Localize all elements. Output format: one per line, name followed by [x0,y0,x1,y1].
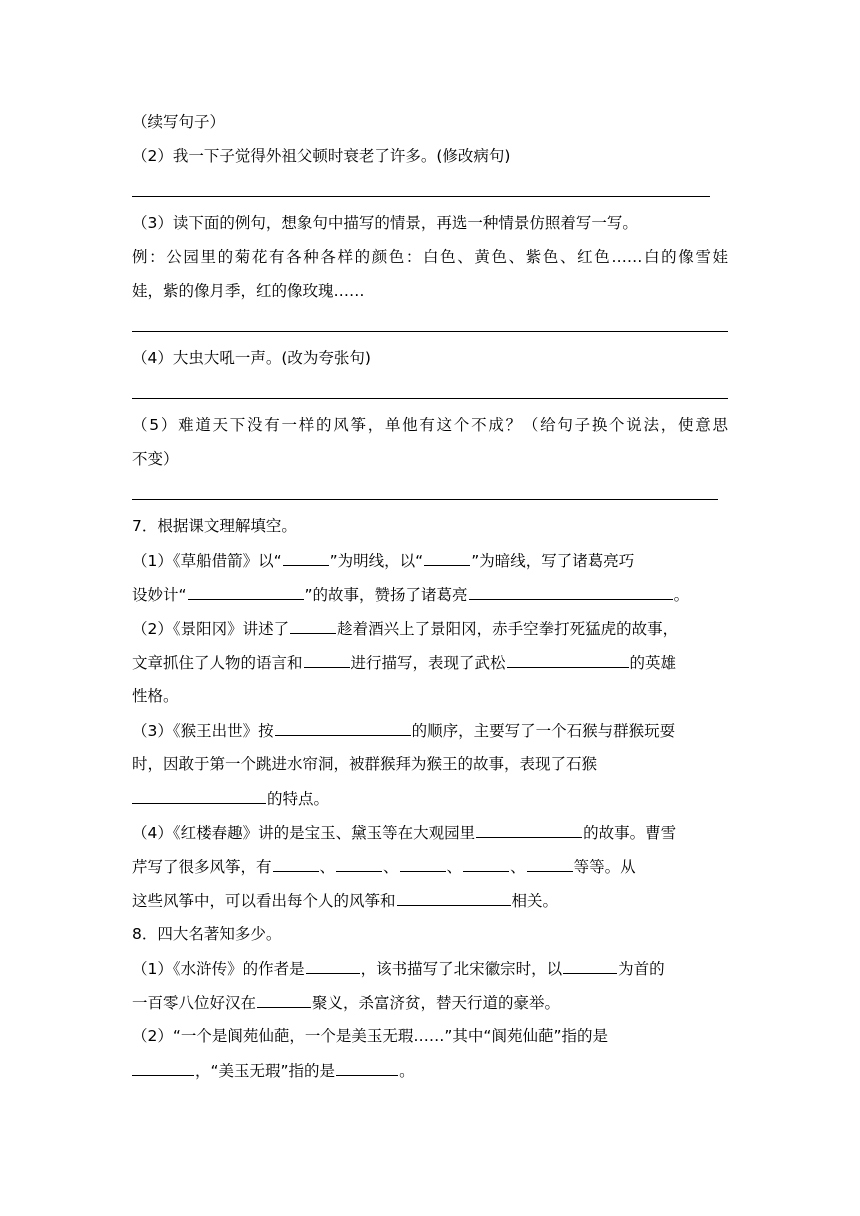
blank[interactable] [132,1060,194,1076]
blank[interactable] [424,550,470,566]
q6-p5-answer-line[interactable] [132,499,718,500]
q8-heading: 8．四大名著知多少。 [132,925,282,943]
blank[interactable] [400,856,446,872]
blank[interactable] [563,958,617,974]
q6-p3-example-line2: 娃，紫的像月季，红的像玫瑰…… [132,282,365,300]
q7-item4-line3: 这些风筝中，可以看出每个人的风筝和 相关。 [132,892,559,910]
blank[interactable] [132,788,266,804]
q7-item3-line2: 时，因敢于第一个跳进水帘洞，被群猴拜为猴王的故事，表现了石猴 [132,755,598,773]
q8-item2-line2: ，“美玉无瑕”指的是 。 [132,1060,415,1081]
blank[interactable] [463,856,509,872]
q7-heading: 7．根据课文理解填空。 [132,517,297,535]
q7-item1-line2: 设妙计“ ”的故事，赞扬了诸葛亮 。 [132,586,690,604]
q6-p3-intro: （3）读下面的例句，想象句中描写的情景，再选一种情景仿照着写一写。 [132,214,638,232]
q7-item4-line1: （4）《红楼春趣》讲的是宝玉、黛玉等在大观园里 的故事。曹雪 [132,824,677,842]
q8-item1-line2: 一百零八位好汉在 聚义，杀富济贫，替天行道的豪举。 [132,994,561,1012]
q6-p3-example-line1: 例：公园里的菊花有各种各样的颜色：白色、黄色、紫色、红色……白的像雪娃 [132,248,728,266]
blank[interactable] [336,856,382,872]
q6-p4: （4）大虫大吼一声。(改为夸张句) [132,349,371,367]
q7-item3-line1: （3）《猴王出世》按 的顺序，主要写了一个石猴与群猴玩耍 [132,722,676,740]
blank[interactable] [336,1060,398,1076]
blank[interactable] [476,822,582,838]
blank[interactable] [469,584,673,600]
q6-p1-tail: （续写句子） [132,113,226,131]
q8-item1-line1: （1）《水浒传》的作者是 ，该书描写了北宋徽宗时，以 为首的 [132,960,665,978]
q7-item1-line1: （1）《草船借箭》以“ ”为明线，以“ ”为暗线，写了诸葛亮巧 [132,552,635,570]
q8-item2-line1: （2）“一个是阆苑仙葩，一个是美玉无瑕……”其中“阆苑仙葩”指的是 [132,1027,608,1045]
blank[interactable] [527,856,573,872]
blank[interactable] [397,890,511,906]
q6-p2: （2）我一下子觉得外祖父顿时衰老了许多。(修改病句) [132,147,511,165]
blank[interactable] [275,720,411,736]
blank[interactable] [273,856,319,872]
q7-item2-line3: 性格。 [132,687,179,705]
q7-item3-line3: 的特点。 [132,788,329,809]
blank[interactable] [304,652,350,668]
q6-p2-answer-line[interactable] [132,196,710,197]
blank[interactable] [290,618,336,634]
q7-item2-line2: 文章抓住了人物的语言和 进行描写，表现了武松 的英雄 [132,654,677,672]
blank[interactable] [306,958,360,974]
blank[interactable] [188,584,304,600]
q7-item4-line2: 芹写了很多风筝，有 、 、 、 、 等等。从 [132,858,636,876]
q6-p5-line2: 不变） [132,450,179,468]
blank[interactable] [283,550,329,566]
q6-p3-answer-line[interactable] [132,331,728,332]
q6-p5-line1: （5）难道天下没有一样的风筝，单他有这个不成？（给句子换个说法，使意思 [132,416,728,434]
q7-item2-line1: （2）《景阳冈》讲述了 趁着酒兴上了景阳冈，赤手空拳打死猛虎的故事， [132,620,679,638]
blank[interactable] [257,992,311,1008]
blank[interactable] [507,652,629,668]
q6-p4-answer-line[interactable] [132,398,728,399]
